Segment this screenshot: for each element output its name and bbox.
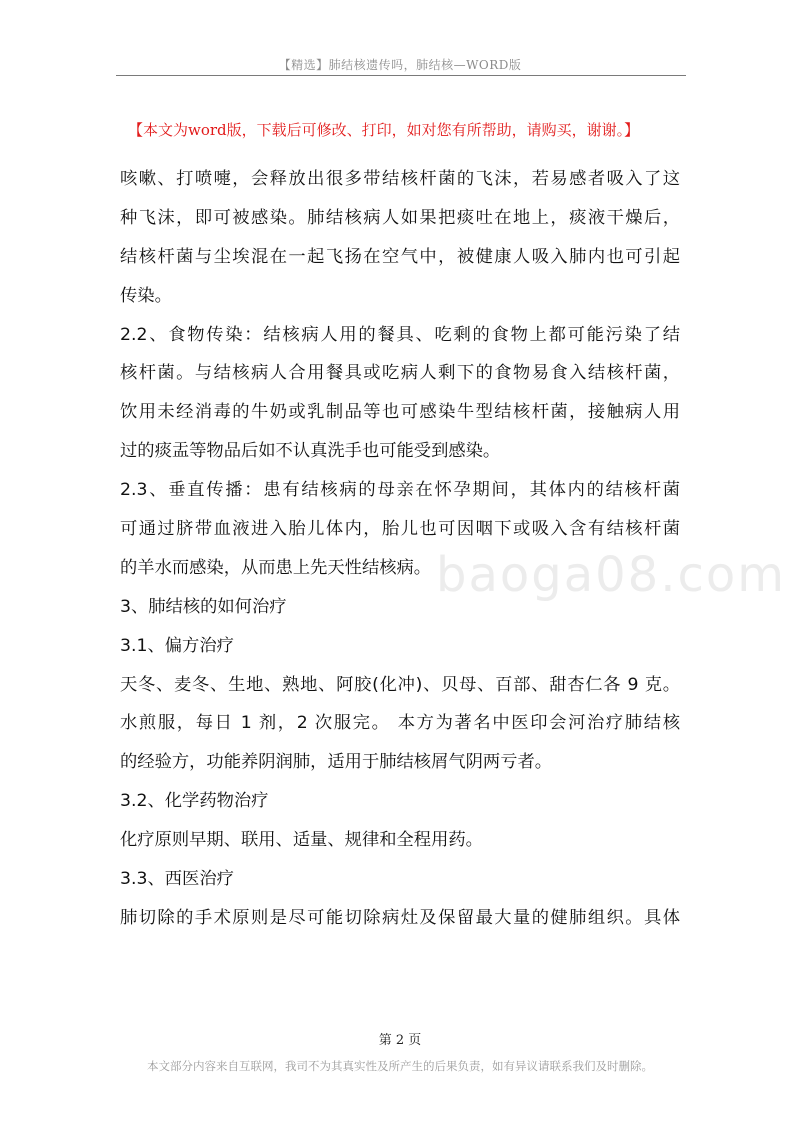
body-line: 结核杆菌与尘埃混在一起飞扬在空气中，被健康人吸入肺内也可引起 (120, 246, 680, 267)
body-line: 种飞沫，即可被感染。肺结核病人如果把痰吐在地上，痰液干燥后， (120, 207, 680, 228)
page-number: 第 2 页 (378, 1033, 422, 1048)
body-line: 的羊水而感染，从而患上先天性结核病。 (120, 557, 432, 578)
purchase-notice: 【本文为word版，下载后可修改、打印，如对您有所帮助，请购买，谢谢。】 (128, 121, 640, 139)
header-divider (116, 75, 686, 76)
page-header-title: 【精选】肺结核遗传吗，肺结核—WORD版 (278, 58, 522, 72)
body-line: 可通过脐带血液进入胎儿体内，胎儿也可因咽下或吸入含有结核杆菌 (120, 519, 680, 540)
watermark: baoga08.com (436, 547, 786, 603)
body-line: 核杆菌。与结核病人合用餐具或吃病人剩下的食物易食入结核杆菌， (120, 363, 680, 384)
section-3-2-heading: 3.2、化学药物治疗 (120, 791, 269, 812)
document-body (120, 160, 680, 938)
section-3-3-heading: 3.3、西医治疗 (120, 869, 234, 890)
body-line: 过的痰盂等物品后如不认真洗手也可能受到感染。 (120, 441, 501, 462)
section-3-heading: 3、肺结核的如何治疗 (120, 596, 287, 617)
body-line: 化疗原则早期、联用、适量、规律和全程用药。 (120, 830, 483, 851)
section-3-1-heading: 3.1、偏方治疗 (120, 635, 234, 656)
body-line: 咳嗽、打喷嚏，会释放出很多带结核杆菌的飞沫，若易感者吸入了这 (120, 169, 680, 189)
body-line: 天冬、麦冬、生地、熟地、阿胶(化冲)、贝母、百部、甜杏仁各 9 克。 (120, 674, 680, 695)
body-line: 饮用未经消毒的牛奶或乳制品等也可感染牛型结核杆菌，接触病人用 (120, 402, 680, 423)
body-line: 肺切除的手术原则是尽可能切除病灶及保留最大量的健肺组织。具体 (120, 907, 680, 928)
section-2-2-line: 2.2、食物传染：结核病人用的餐具、吃剩的食物上都可能污染了结 (120, 324, 680, 345)
body-line: 水煎服，每日 1 剂，2 次服完。 本方为著名中医印会河治疗肺结核 (120, 713, 680, 734)
body-line: 传染。 (120, 285, 172, 306)
body-line: 的经验方，功能养阴润肺，适用于肺结核屑气阴两亏者。 (120, 752, 553, 773)
footer-disclaimer: 本文部分内容来自互联网，我司不为其真实性及所产生的后果负责，如有异议请联系我们及时删除。 (147, 1059, 653, 1073)
section-2-3-line: 2.3、垂直传播：患有结核病的母亲在怀孕期间，其体内的结核杆菌 (120, 480, 680, 501)
